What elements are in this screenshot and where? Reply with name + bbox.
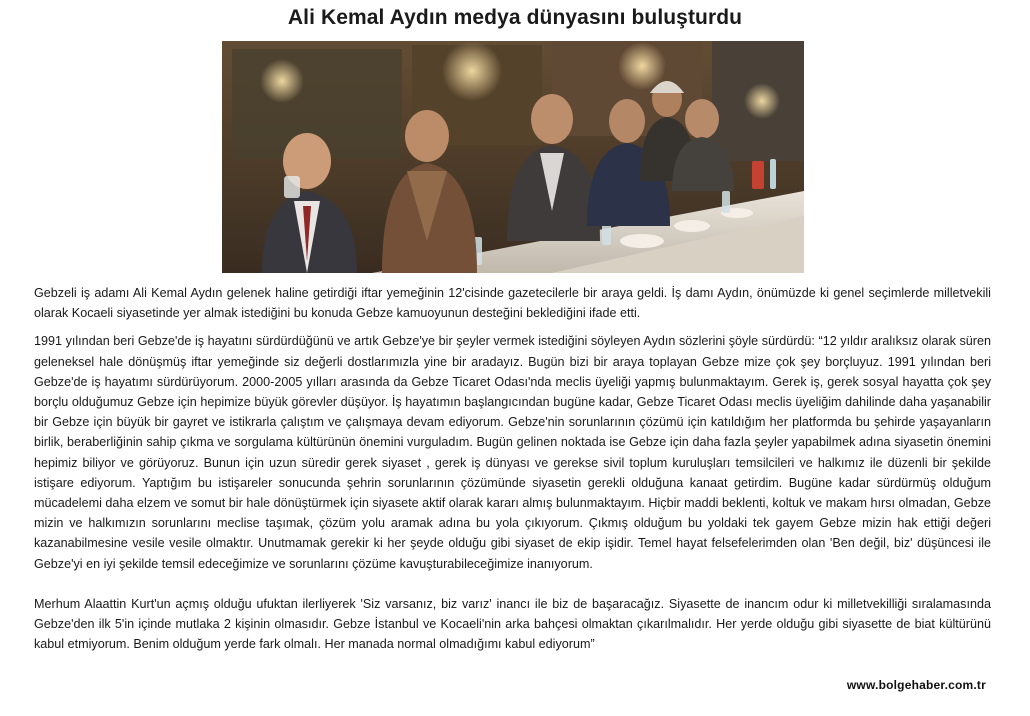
article-paragraph-quote: 1991 yılından beri Gebze'de iş hayatını sürdürdüğünü ve artık Gebze'ye bir şeyler vermek istediğini söyleyen Aydın sözlerini şöyle sürdürdü: “12 yıldır aralıksız olarak süren geleneksel hale dönüşmüş iftar yemeğinde siz değerli dostlarımızla yine bir aradayız. Bugün bizi bir araya toplayan Gebze mize çok şey borçluyuz. 1991 yılından beri Gebze'de iş hayatımı sürdürüyorum. 2000-2005 yılları arasında da Gebze Ticaret Odası'nda meclis üyeliği yapmış bulunmaktayım. Gerek iş, gerek sosyal hayatta çok şey borçlu olduğumuz Gebze için hepimize büyük görevler düşüyor. İş hayatımın başlangıcından bugüne kadar, Gebze Ticaret Odası meclis üyeliğim dahilinde daha yaşanabilir bir Gebze için büyük bir gayret ve istikrarla çalıştım ve çalışmaya devam ediyorum. Gebze'nin sorunlarının çözümü için katıldığım her platformda bu şehirde yaşayanların birlik, beraberliğinin sahip çıkma ve sorgulama kültürünün önemini vurguladım. Bugün gelinen noktada ise Gebze için daha fazla şeyler yapabilmek adına siyasetin önemini hepimiz biliyor ve görüyoruz. Bunun için uzun süredir gerek siyaset , gerek iş dünyası ve gerekse sivil toplum kuruluşları temsilcileri ve halkımız ile düzenli bir şekilde istişare ediyorum. Yaptığım bu istişareler sonucunda şehrin sorunlarının çözümünde siyasetin gerekli olduğuna kanaat getirdim. Bugüne kadar sürdürmüş olduğum mücadelemi daha elzem ve somut bir hale dönüştürmek için siyasete aktif olarak kararı almış bulunmaktayım. Hiçbir maddi beklenti, koltuk ve makam hırsı olmadan, Gebze mizin ve halkımızın sorunlarını meclise taşımak, çözüm yolu aramak adına bu yola çıkıyorum. Çıkmış olduğum bu yoldaki tek gayem Gebze mizin hak ettiği değeri kazanabilmesine vesile vesile olmaktır. Unutmamak gerekir ki her şeyde olduğu gibi siyaset de ekip işidir. Temel hayat felsefelerimden olan 'Ben değil, biz' düşüncesi ile Gebze'yi en iyi şekilde temsil edeceğimize ve sorunlarını çözüme kavuşturabileceğimize inanıyorum. [34,334,991,571]
article-paragraph-intro: Gebzeli iş adamı Ali Kemal Aydın gelenek haline getirdiği iftar yemeğinin 12'cisinde gazetecilerle bir araya geldi. İş damı Aydın, önümüzde ki genel seçimlerde milletvekili olarak Kocaeli siyasetinde yer almak istediğini bu konuda Gebze kamuoyunun desteğini beklediğini ifade etti. [34,286,991,321]
article-photo [222,41,804,273]
article-paragraph-closing: Merhum Alaattin Kurt'un açmış olduğu ufuktan ilerliyerek 'Siz varsanız, biz varız' inancı ile biz de başaracağız. Siyasette de inancım odur ki milletvekilliği sıralamasında Gebze'den ilk 5'in içinde mutlaka 2 kişinin olmasıdır. Gebze İstanbul ve Kocaeli'nin arka bahçesi olmaktan çıkarılmalıdır. Her yerde olduğu gibi siyasette de biat kültürünü kabul etmiyorum. Benim olduğum yerde fark olmalı. Her manada normal olmadığımı kabul ediyorum” [34,596,991,652]
article-headline: Ali Kemal Aydın medya dünyasını buluşturdu [287,6,743,29]
source-website[interactable]: www.bolgehaber.com.tr [846,678,986,692]
article-body [34,283,991,654]
